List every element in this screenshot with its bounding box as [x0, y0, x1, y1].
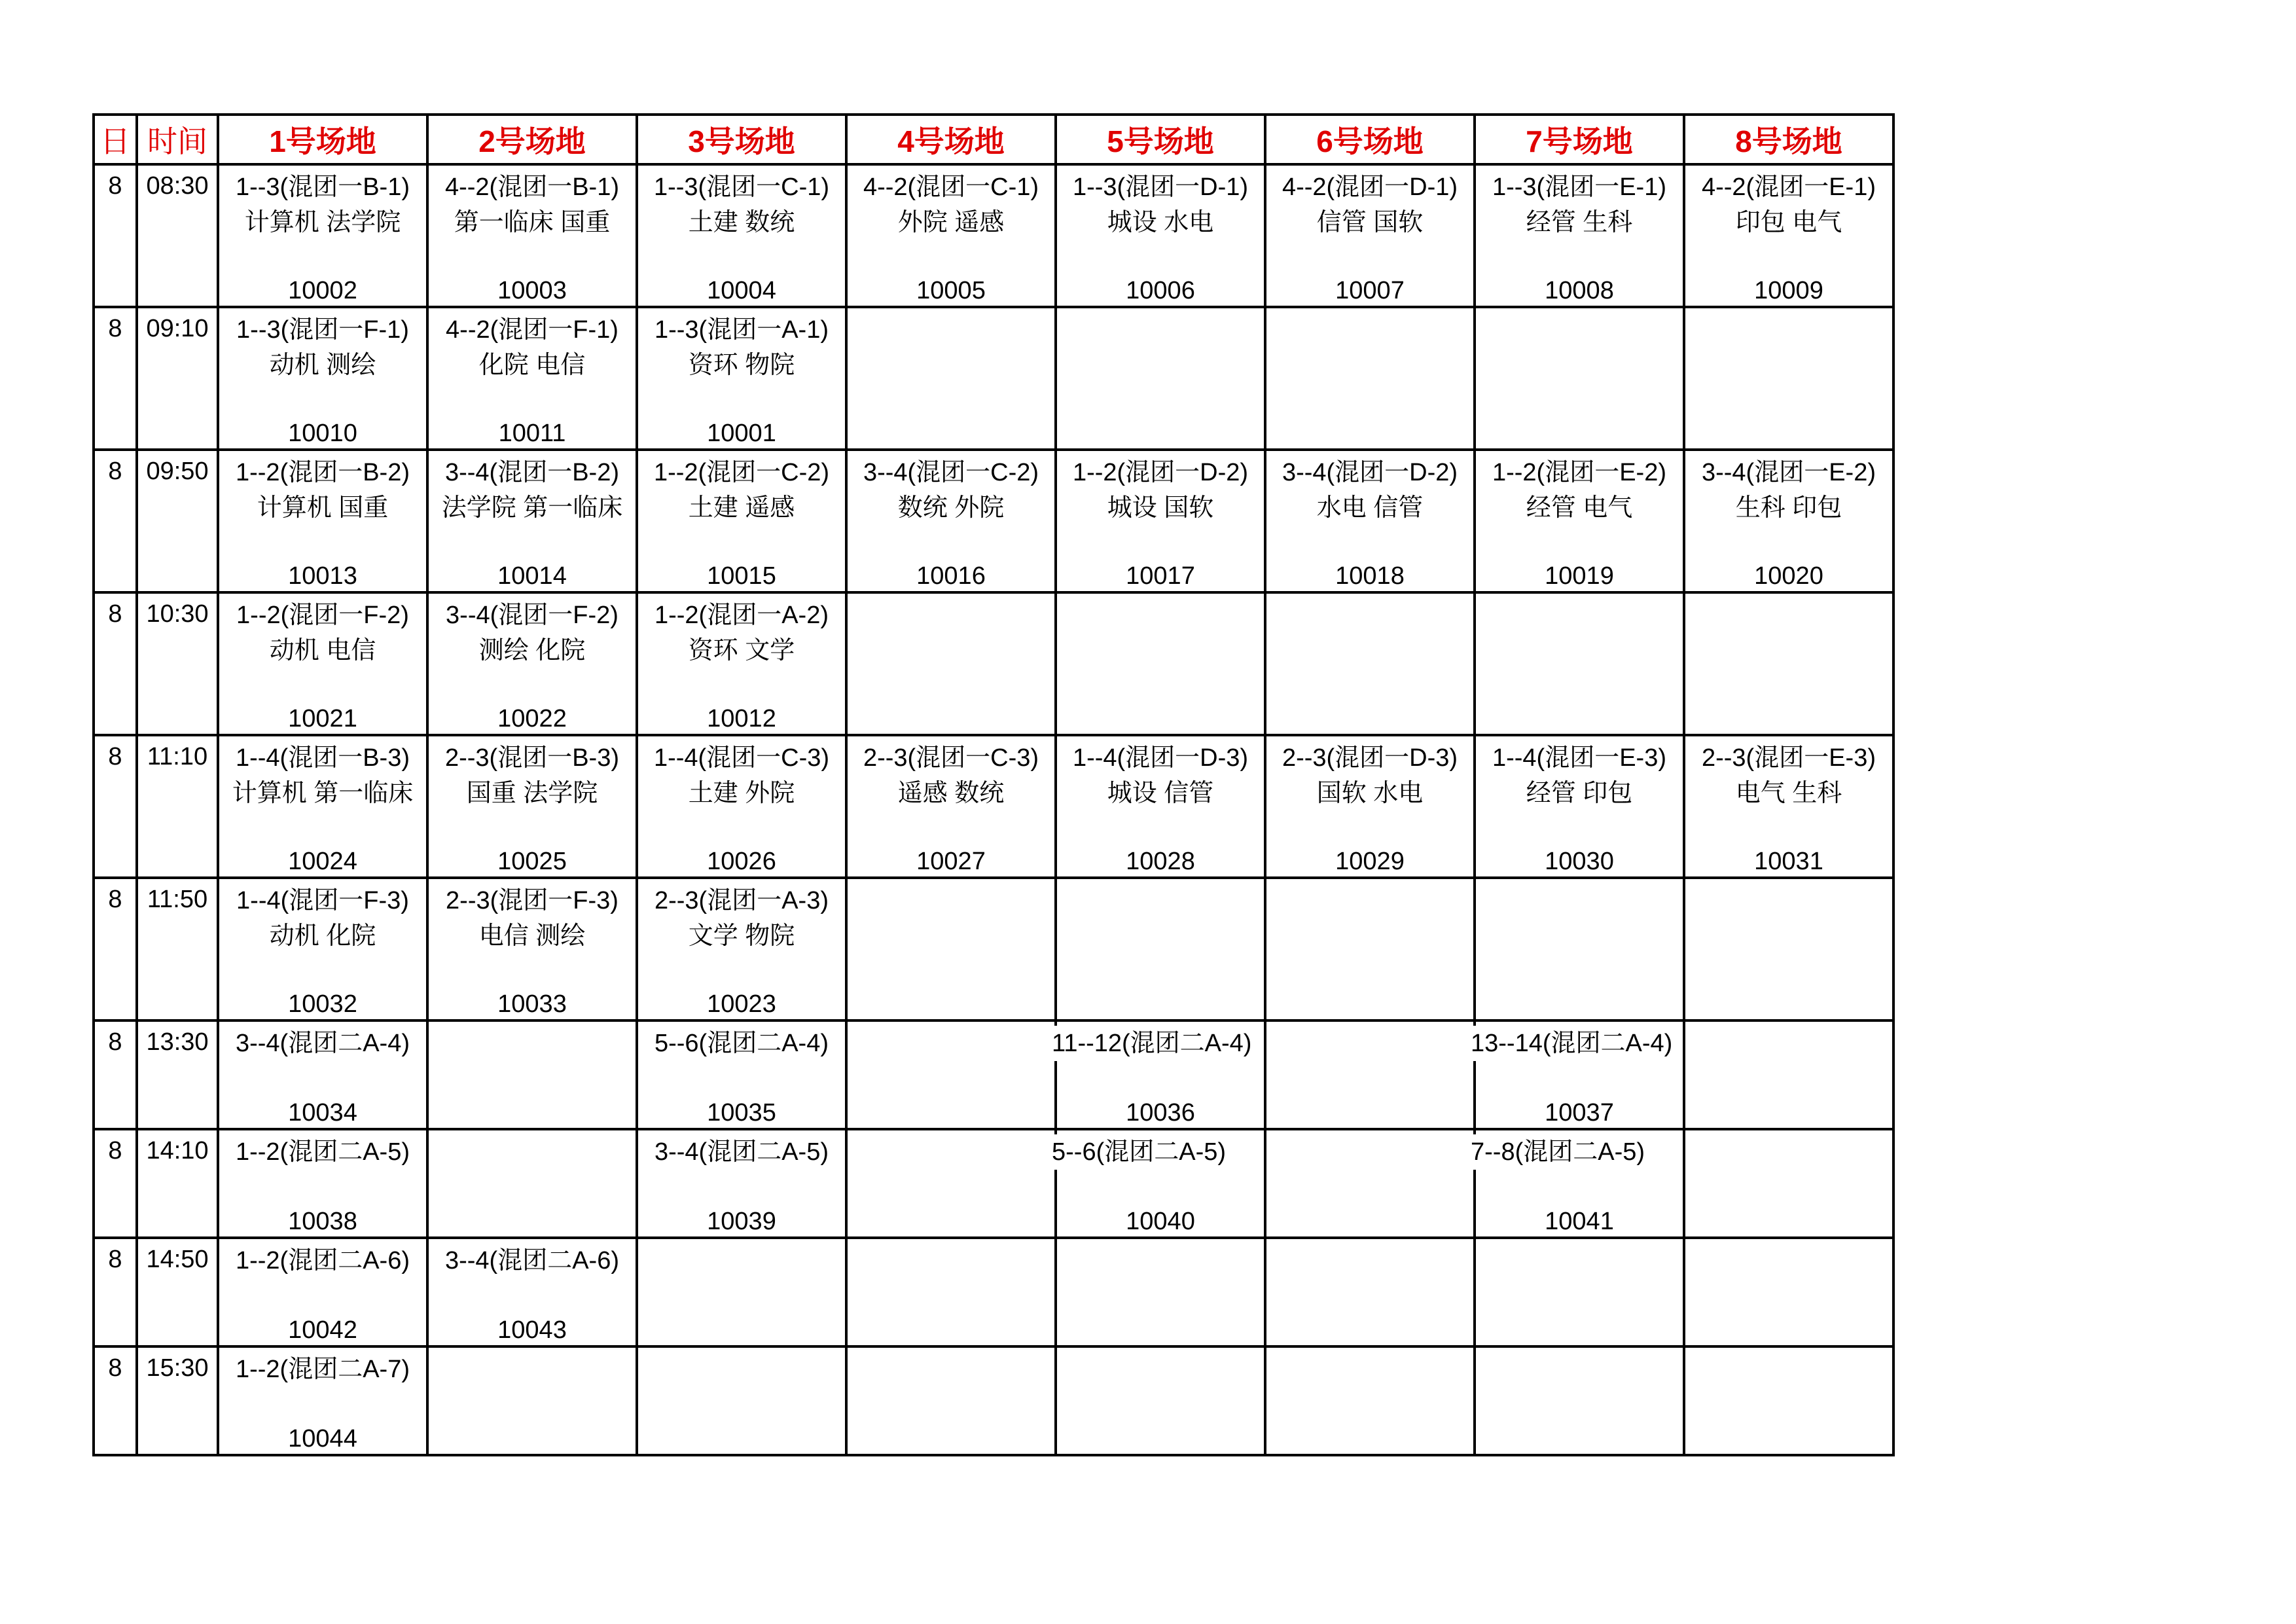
match-code: 10038	[288, 1208, 357, 1235]
match-cell	[846, 1129, 1056, 1238]
match-label: 3--4(混团二A-5)	[654, 1138, 829, 1166]
match-label: 1--2(混团一C-2)	[653, 459, 830, 486]
match-label: 1--4(混团一F-3)	[236, 887, 409, 914]
teams-label: 国重 法学院	[466, 780, 598, 807]
match-code: 10019	[1545, 562, 1614, 590]
match-cell	[1475, 1346, 1684, 1455]
match-label: 4--2(混团一B-1)	[444, 173, 620, 201]
match-cell	[1684, 1346, 1893, 1455]
match-code: 10020	[1754, 562, 1823, 590]
match-cell	[1684, 1020, 1893, 1129]
match-cell	[1475, 307, 1684, 450]
header-row	[94, 115, 1893, 164]
match-label: 1--2(混团一B-2)	[235, 459, 410, 486]
teams-label: 动机 电信	[269, 637, 376, 664]
match-cell-content	[1057, 451, 1264, 591]
table-row	[94, 735, 1893, 878]
match-label: 4--2(混团一F-1)	[446, 316, 619, 344]
header-court-6: 6号场地	[1265, 115, 1475, 164]
match-cell	[637, 450, 846, 592]
match-cell	[427, 164, 637, 307]
match-code: 10018	[1335, 562, 1405, 590]
match-cell	[846, 164, 1056, 307]
match-cell-content	[219, 879, 426, 1019]
table-row	[94, 307, 1893, 450]
teams-label: 电信 测绘	[478, 922, 586, 950]
header-court-3: 3号场地	[637, 115, 846, 164]
time-cell: 11:50	[137, 878, 218, 1020]
match-cell	[1265, 1020, 1475, 1129]
match-cell	[218, 1020, 427, 1129]
match-cell	[1684, 450, 1893, 592]
match-cell	[1475, 735, 1684, 878]
match-code: 10011	[498, 420, 566, 447]
match-cell	[218, 164, 427, 307]
match-cell	[1265, 1346, 1475, 1455]
match-label: 3--4(混团一C-2)	[863, 459, 1039, 486]
match-cell	[427, 1346, 637, 1455]
match-cell	[218, 1238, 427, 1346]
teams-label: 化院 电信	[478, 352, 586, 379]
match-cell	[846, 1238, 1056, 1346]
match-label: 1--2(混团一F-2)	[236, 602, 409, 629]
teams-label: 资环 物院	[688, 352, 795, 379]
match-label: 1--3(混团一F-1)	[236, 316, 409, 344]
teams-label: 经管 印包	[1526, 780, 1633, 807]
match-label: 1--3(混团一C-1)	[653, 173, 830, 201]
match-cell	[1056, 307, 1265, 450]
match-cell-content	[638, 736, 845, 876]
match-code: 10006	[1126, 277, 1195, 304]
teams-label: 第一临床 国重	[454, 209, 611, 236]
match-code: 10032	[288, 990, 357, 1018]
match-label: 1--2(混团二A-7)	[235, 1356, 410, 1383]
match-label: 2--3(混团一F-3)	[446, 887, 619, 914]
teams-label: 遥感 数统	[897, 780, 1005, 807]
match-cell	[637, 592, 846, 735]
match-cell	[427, 592, 637, 735]
teams-label: 电气 生科	[1735, 780, 1842, 807]
header-court-2: 2号场地	[427, 115, 637, 164]
match-label: 2--3(混团一C-3)	[863, 744, 1039, 772]
match-cell	[1475, 1238, 1684, 1346]
match-code: 10014	[497, 562, 567, 590]
match-cell	[427, 1020, 637, 1129]
match-code: 10044	[288, 1425, 357, 1453]
match-label: 3--4(混团一F-2)	[446, 602, 619, 629]
day-cell: 8	[94, 878, 137, 1020]
match-cell	[637, 307, 846, 450]
match-code: 10028	[1126, 848, 1195, 875]
match-cell-content	[848, 451, 1054, 591]
teams-label: 土建 数统	[688, 209, 795, 236]
match-cell	[637, 1129, 846, 1238]
match-cell-content	[1057, 166, 1264, 306]
teams-label: 城设 水电	[1107, 209, 1214, 236]
match-label: 1--4(混团一B-3)	[235, 744, 410, 772]
match-cell-content	[219, 451, 426, 591]
match-label: 3--4(混团二A-6)	[444, 1247, 620, 1274]
match-cell-content	[1052, 1130, 1264, 1236]
match-code: 10007	[1335, 277, 1405, 304]
match-cell	[846, 307, 1056, 450]
match-cell	[1475, 878, 1684, 1020]
match-cell-content	[219, 1348, 426, 1454]
match-cell	[218, 592, 427, 735]
match-code: 10033	[497, 990, 567, 1018]
teams-label: 经管 电气	[1526, 494, 1633, 522]
match-cell	[846, 450, 1056, 592]
match-code: 10002	[288, 277, 357, 304]
match-code: 10029	[1335, 848, 1405, 875]
match-cell	[1684, 592, 1893, 735]
time-cell: 11:10	[137, 735, 218, 878]
header-court-4: 4号场地	[846, 115, 1056, 164]
match-cell	[1684, 1129, 1893, 1238]
match-cell-content	[1052, 1022, 1264, 1128]
match-cell-content	[638, 451, 845, 591]
time-cell: 13:30	[137, 1020, 218, 1129]
match-code: 10031	[1754, 848, 1823, 875]
match-label: 4--2(混团一D-1)	[1282, 173, 1458, 201]
header-court-1: 1号场地	[218, 115, 427, 164]
day-cell: 8	[94, 1346, 137, 1455]
day-cell: 8	[94, 1129, 137, 1238]
teams-label: 法学院 第一临床	[441, 494, 623, 522]
match-cell	[1056, 878, 1265, 1020]
match-label: 5--6(混团二A-5)	[1052, 1134, 1229, 1170]
match-cell	[637, 164, 846, 307]
teams-label: 数统 外院	[897, 494, 1005, 522]
match-label: 1--2(混团二A-5)	[235, 1138, 410, 1166]
match-cell	[427, 450, 637, 592]
match-cell	[1265, 1129, 1475, 1238]
table-row	[94, 1346, 1893, 1455]
teams-label: 计算机 第一临床	[232, 780, 414, 807]
match-cell	[1684, 164, 1893, 307]
day-cell: 8	[94, 164, 137, 307]
match-cell	[1052, 1020, 1265, 1129]
header-court-5: 5号场地	[1056, 115, 1265, 164]
match-cell-content	[638, 1130, 845, 1236]
match-code: 10041	[1545, 1208, 1614, 1235]
match-label: 4--2(混团一E-1)	[1701, 173, 1876, 201]
match-code: 10015	[707, 562, 776, 590]
match-label: 1--2(混团一D-2)	[1072, 459, 1249, 486]
match-cell	[427, 735, 637, 878]
match-cell-content	[638, 166, 845, 306]
match-code: 10034	[288, 1099, 357, 1127]
header-court-8: 8号场地	[1684, 115, 1893, 164]
match-cell-content	[429, 1239, 636, 1345]
match-code: 10005	[916, 277, 986, 304]
match-label: 1--2(混团一A-2)	[654, 602, 829, 629]
teams-label: 城设 信管	[1107, 780, 1214, 807]
match-code: 10025	[497, 848, 567, 875]
teams-label: 文学 物院	[688, 922, 795, 950]
match-cell	[1475, 164, 1684, 307]
match-cell-content	[429, 451, 636, 591]
match-code: 10016	[916, 562, 986, 590]
match-cell	[1056, 1346, 1265, 1455]
match-cell-content	[638, 594, 845, 734]
match-cell-content	[429, 166, 636, 306]
match-cell	[1265, 307, 1475, 450]
match-cell	[1684, 1238, 1893, 1346]
match-cell	[218, 878, 427, 1020]
header-court-7: 7号场地	[1475, 115, 1684, 164]
match-cell-content	[1471, 1022, 1683, 1128]
match-label: 1--4(混团一D-3)	[1072, 744, 1249, 772]
match-cell-content	[638, 879, 845, 1019]
day-cell: 8	[94, 592, 137, 735]
match-code: 10036	[1126, 1099, 1195, 1127]
time-cell: 15:30	[137, 1346, 218, 1455]
teams-label: 国软 水电	[1316, 780, 1424, 807]
table-row	[94, 1238, 1893, 1346]
match-cell-content	[638, 1022, 845, 1128]
match-code: 10021	[288, 705, 357, 732]
match-cell	[1475, 450, 1684, 592]
match-label: 1--3(混团一B-1)	[235, 173, 410, 201]
teams-label: 动机 化院	[269, 922, 376, 950]
match-label: 13--14(混团二A-4)	[1471, 1026, 1675, 1061]
match-label: 2--3(混团一D-3)	[1282, 744, 1458, 772]
match-cell	[1475, 592, 1684, 735]
match-cell	[1684, 735, 1893, 878]
time-cell: 10:30	[137, 592, 218, 735]
match-code: 10009	[1754, 277, 1823, 304]
match-code: 10012	[707, 705, 776, 732]
match-cell	[1052, 1129, 1265, 1238]
match-cell	[218, 1129, 427, 1238]
match-cell-content	[219, 166, 426, 306]
match-cell	[846, 1346, 1056, 1455]
match-cell-content	[1057, 736, 1264, 876]
match-code: 10022	[497, 705, 567, 732]
match-cell-content	[219, 1130, 426, 1236]
match-cell-content	[638, 308, 845, 448]
match-cell	[846, 1020, 1056, 1129]
match-cell	[637, 735, 846, 878]
teams-label: 外院 遥感	[897, 209, 1005, 236]
match-cell	[1684, 878, 1893, 1020]
match-cell-content	[848, 166, 1054, 306]
match-cell	[846, 878, 1056, 1020]
match-cell	[846, 735, 1056, 878]
teams-label: 城设 国软	[1107, 494, 1214, 522]
match-code: 10035	[707, 1099, 776, 1127]
match-code: 10043	[497, 1316, 567, 1344]
match-cell	[1471, 1020, 1684, 1129]
teams-label: 土建 外院	[688, 780, 795, 807]
match-cell-content	[219, 1022, 426, 1128]
match-label: 4--2(混团一C-1)	[863, 173, 1039, 201]
teams-label: 信管 国软	[1316, 209, 1424, 236]
match-cell	[218, 735, 427, 878]
table-row	[94, 164, 1893, 307]
teams-label: 计算机 国重	[257, 494, 389, 522]
match-cell	[637, 1020, 846, 1129]
table-row	[94, 450, 1893, 592]
match-code: 10001	[707, 420, 776, 447]
match-cell-content	[1476, 166, 1683, 306]
match-cell	[1265, 735, 1475, 878]
match-cell	[427, 307, 637, 450]
match-code: 10030	[1545, 848, 1614, 875]
match-cell-content	[1471, 1130, 1683, 1236]
teams-label: 计算机 法学院	[244, 209, 401, 236]
match-cell	[427, 1238, 637, 1346]
match-cell-content	[219, 736, 426, 876]
time-cell: 09:50	[137, 450, 218, 592]
teams-label: 生科 印包	[1735, 494, 1842, 522]
match-cell	[637, 1346, 846, 1455]
match-label: 3--4(混团一E-2)	[1701, 459, 1876, 486]
time-cell: 14:50	[137, 1238, 218, 1346]
day-cell: 8	[94, 735, 137, 878]
match-label: 1--3(混团一E-1)	[1492, 173, 1667, 201]
match-cell	[1056, 164, 1265, 307]
match-cell	[1471, 1129, 1684, 1238]
match-label: 2--3(混团一B-3)	[444, 744, 620, 772]
match-cell-content	[1685, 451, 1892, 591]
match-cell	[1684, 307, 1893, 450]
match-code: 10040	[1126, 1208, 1195, 1235]
match-cell	[1265, 164, 1475, 307]
match-cell	[1265, 450, 1475, 592]
teams-label: 动机 测绘	[269, 352, 376, 379]
match-label: 3--4(混团一B-2)	[444, 459, 620, 486]
match-cell	[846, 592, 1056, 735]
match-cell-content	[219, 594, 426, 734]
match-cell	[427, 1129, 637, 1238]
match-code: 10037	[1545, 1099, 1614, 1127]
teams-label: 水电 信管	[1316, 494, 1424, 522]
match-code: 10042	[288, 1316, 357, 1344]
match-label: 1--4(混团一E-3)	[1492, 744, 1667, 772]
match-cell-content	[219, 308, 426, 448]
time-cell: 09:10	[137, 307, 218, 450]
match-code: 10004	[707, 277, 776, 304]
schedule-table	[92, 113, 1895, 1456]
day-cell: 8	[94, 450, 137, 592]
match-cell	[1265, 1238, 1475, 1346]
match-cell-content	[1685, 736, 1892, 876]
match-code: 10023	[707, 990, 776, 1018]
match-label: 5--6(混团二A-4)	[654, 1030, 829, 1057]
match-cell	[1265, 878, 1475, 1020]
match-code: 10008	[1545, 277, 1614, 304]
match-cell	[637, 878, 846, 1020]
match-cell-content	[1266, 736, 1473, 876]
match-code: 10010	[288, 420, 357, 447]
match-label: 1--2(混团二A-6)	[235, 1247, 410, 1274]
match-label: 2--3(混团一A-3)	[654, 887, 829, 914]
match-label: 7--8(混团二A-5)	[1471, 1134, 1647, 1170]
match-label: 2--3(混团一E-3)	[1701, 744, 1876, 772]
match-cell	[1056, 450, 1265, 592]
match-code: 10026	[707, 848, 776, 875]
match-code: 10039	[707, 1208, 776, 1235]
match-label: 1--3(混团一D-1)	[1072, 173, 1249, 201]
match-cell	[1056, 1238, 1265, 1346]
table-row	[94, 1020, 1893, 1129]
day-cell: 8	[94, 307, 137, 450]
match-cell	[1056, 735, 1265, 878]
match-cell-content	[429, 594, 636, 734]
teams-label: 经管 生科	[1526, 209, 1633, 236]
time-cell: 08:30	[137, 164, 218, 307]
match-label: 1--3(混团一A-1)	[654, 316, 829, 344]
match-cell	[637, 1238, 846, 1346]
table-row	[94, 592, 1893, 735]
match-cell-content	[1476, 451, 1683, 591]
match-cell-content	[1685, 166, 1892, 306]
day-cell: 8	[94, 1238, 137, 1346]
match-label: 11--12(混团二A-4)	[1052, 1026, 1254, 1061]
match-cell	[1265, 592, 1475, 735]
match-code: 10013	[288, 562, 357, 590]
match-label: 1--2(混团一E-2)	[1492, 459, 1667, 486]
match-code: 10017	[1126, 562, 1195, 590]
match-cell	[1056, 592, 1265, 735]
match-cell-content	[1266, 166, 1473, 306]
match-label: 3--4(混团二A-4)	[235, 1030, 410, 1057]
match-label: 3--4(混团一D-2)	[1282, 459, 1458, 486]
match-label: 1--4(混团一C-3)	[653, 744, 830, 772]
match-cell-content	[219, 1239, 426, 1345]
match-cell-content	[1266, 451, 1473, 591]
match-code: 10024	[288, 848, 357, 875]
match-code: 10027	[916, 848, 986, 875]
match-code: 10003	[497, 277, 567, 304]
match-cell	[218, 450, 427, 592]
teams-label: 印包 电气	[1735, 209, 1842, 236]
match-cell-content	[429, 879, 636, 1019]
teams-label: 土建 遥感	[688, 494, 795, 522]
match-cell-content	[848, 736, 1054, 876]
table-row	[94, 878, 1893, 1020]
teams-label: 测绘 化院	[478, 637, 586, 664]
header-day: 日	[94, 115, 137, 164]
teams-label: 资环 文学	[688, 637, 795, 664]
schedule-body	[94, 164, 1893, 1455]
match-cell	[427, 878, 637, 1020]
time-cell: 14:10	[137, 1129, 218, 1238]
match-cell-content	[1476, 736, 1683, 876]
table-row	[94, 1129, 1893, 1238]
header-time: 时间	[137, 115, 218, 164]
match-cell-content	[429, 736, 636, 876]
match-cell	[218, 1346, 427, 1455]
match-cell	[218, 307, 427, 450]
match-cell-content	[429, 308, 636, 448]
day-cell: 8	[94, 1020, 137, 1129]
